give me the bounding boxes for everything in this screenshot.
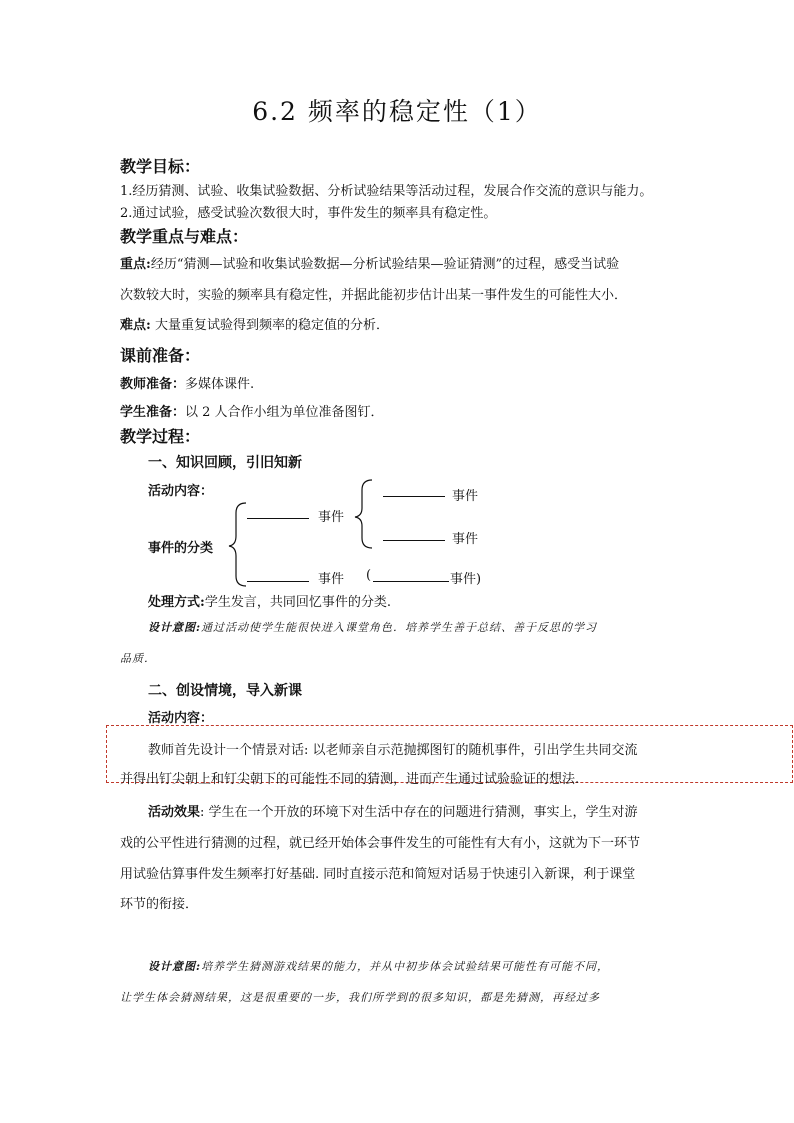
inner-brace — [355, 480, 372, 548]
blank-line-1 — [247, 518, 309, 519]
prep-heading: 课前准备： — [120, 346, 201, 365]
part2-activity-label: 活动内容： — [148, 711, 214, 726]
event-word-4: 事件 — [318, 572, 345, 587]
box-line-1: 教师首先设计一个情景对话: 以老师亲自示范抛掷图钉的随机事件，引出学生共同交流 — [148, 743, 638, 758]
blank-line-5 — [373, 581, 449, 582]
blank-line-4 — [247, 581, 309, 582]
student-prep-text: 以 2 人合作小组为单位准备图钉． — [185, 405, 384, 420]
objective-1: 1.经历猜测、试验、收集试验数据、分析试验结果等活动过程，发展合作交流的意识与能力。 — [120, 184, 653, 199]
objective-2: 2.通过试验，感受试验次数很大时，事件发生的频率具有稳定性。 — [120, 206, 497, 221]
box-line-2: 并得出钉尖朝上和钉尖朝下的可能性不同的猜测，进而产生通过试验验证的想法. — [120, 772, 580, 787]
part2-title: 二、创设情境，导入新课 — [148, 683, 302, 699]
event-word-1: 事件 — [318, 510, 345, 525]
part1-activity-label: 活动内容： — [148, 484, 214, 499]
part2-design-line-2: 让学生体会猜测结果，这是很重要的一步，我们所学到的很多知识，都是先猜测，再经过多 — [120, 991, 600, 1004]
effect-line-3: 用试验估算事件发生频率打好基础. 同时直接示范和简短对话易于快速引入新课，利于课堂 — [120, 867, 636, 882]
part1-design-line-2: 品质． — [120, 652, 156, 665]
effect-text-1: : 学生在一个开放的环境下对生活中存在的问题进行猜测，事实上，学生对游 — [200, 805, 638, 820]
student-prep-label: 学生准备： — [120, 405, 186, 420]
part1-design-label: 设计意图: — [148, 621, 202, 634]
key-text-1: 经历“猜测—试验和收集试验数据—分析试验结果—验证猜测”的过程，感受当试验 — [150, 257, 620, 272]
handling-text: 学生发言，共同回忆事件的分类. — [204, 595, 391, 610]
teacher-prep-label: 教师准备： — [120, 377, 186, 392]
key-points-heading: 教学重点与难点： — [120, 227, 249, 246]
part2-design-line-1 — [148, 958, 609, 974]
paren-close: 事件) — [450, 572, 482, 587]
objectives-heading: 教学目标： — [120, 157, 201, 176]
teacher-prep-text: 多媒体课件. — [185, 377, 255, 392]
key-point-line-2: 次数较大时，实验的频率具有稳定性，并据此能初步估计出某一事件发生的可能性大小． — [120, 288, 628, 303]
handling-method — [148, 591, 391, 610]
part1-design-text: 通过活动使学生能很快进入课堂角色．培养学生善于总结、善于反思的学习 — [201, 621, 598, 634]
key-label: 重点: — [120, 257, 151, 272]
process-heading: 教学过程： — [120, 427, 201, 446]
effect-line-2: 戏的公平性进行猜测的过程，就已经开始体会事件发生的可能性有大有小，这就为下一环节 — [120, 836, 641, 851]
blank-line-3 — [383, 540, 445, 541]
paren-open: ( — [366, 568, 372, 583]
effect-line-4: 环节的衔接． — [120, 897, 199, 912]
classification-label: 事件的分类 — [148, 541, 214, 556]
difficulty-text: 大量重复试验得到频率的稳定值的分析． — [154, 318, 389, 333]
event-word-3: 事件 — [452, 532, 479, 547]
part1-title: 一、知识回顾，引旧知新 — [148, 455, 302, 471]
effect-line-1 — [148, 801, 638, 820]
part2-design-label: 设计意图: — [148, 960, 202, 973]
part2-design-text: 培养学生猜测游戏结果的能力，并从中初步体会试验结果可能性有可能不同， — [201, 960, 610, 973]
part1-design-line-1 — [148, 619, 597, 635]
outer-brace — [229, 503, 246, 586]
difficulty-label: 难点: — [120, 318, 151, 333]
event-word-2: 事件 — [452, 489, 479, 504]
blank-line-2 — [383, 496, 445, 497]
handling-label: 处理方式: — [148, 595, 205, 610]
page-title: 6.2 频率的稳定性（1） — [252, 97, 542, 126]
effect-label: 活动效果 — [148, 805, 201, 820]
